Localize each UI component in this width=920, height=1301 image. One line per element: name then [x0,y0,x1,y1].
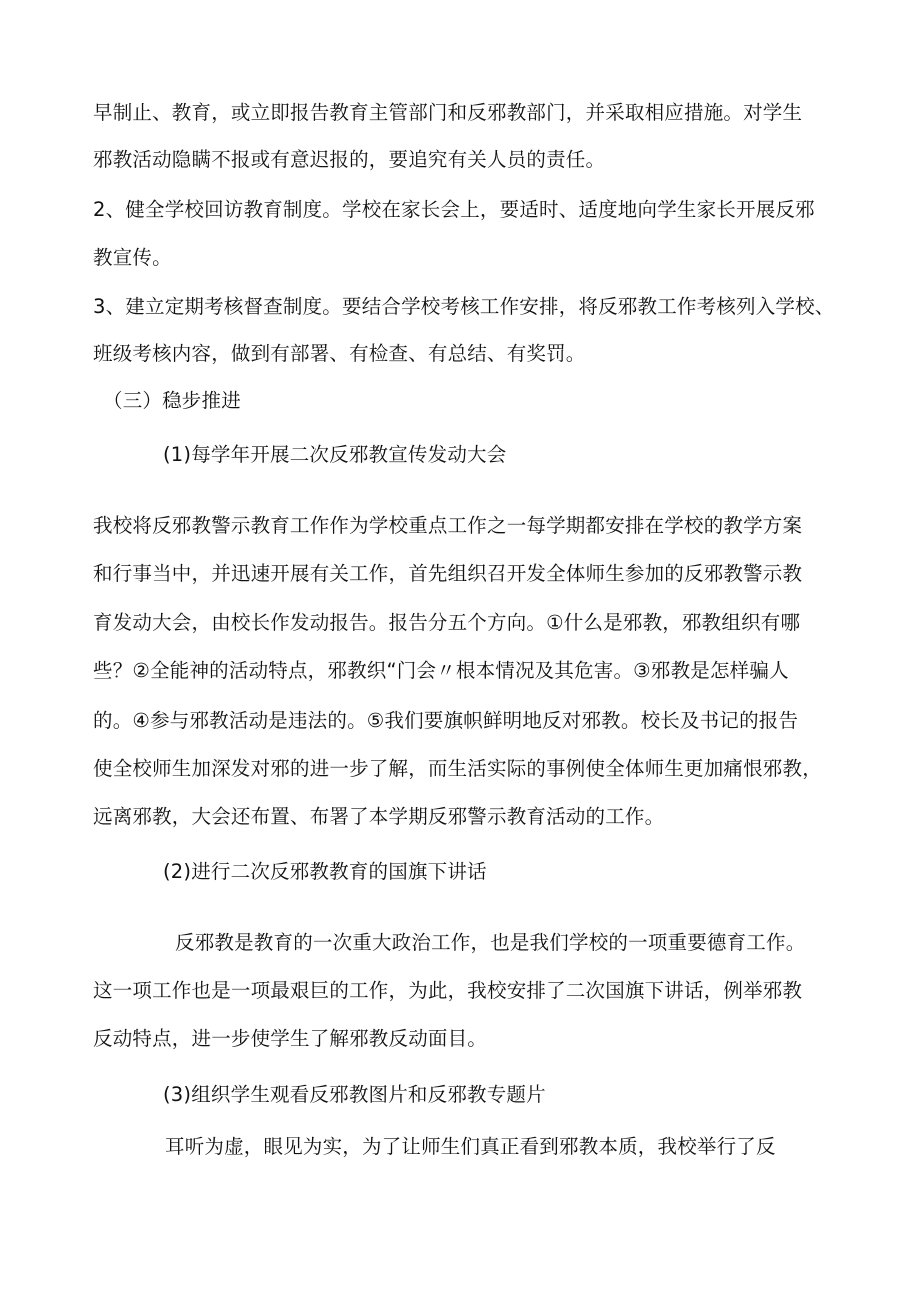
text-line: 这一项工作也是一项最艰巨的工作，为此，我校安排了二次国旗下讲话，例举邪教 [93,979,803,1002]
text-line: 些？②全能神的活动特点，邪教织“门会〃根本情况及其危害。③邪教是怎样骗人 [93,659,789,682]
text-line: 和行事当中，并迅速开展有关工作，首先组织召开发全体师生参加的反邪教警示教 [93,562,803,585]
subsection-heading: (2)进行二次反邪教教育的国旗下讲话 [163,860,487,883]
text-line: 使全校师生加深发对邪的进一步了解，而生活实际的事例使全体师生更加痛恨邪教， [93,757,822,780]
text-line: 的。④参与邪教活动是违法的。⑤我们要旗帜鲜明地反对邪教。校长及书记的报告 [93,709,799,732]
subsection-heading: (3)组织学生观看反邪教图片和反邪教专题片 [163,1083,546,1106]
list-item: 2、健全学校回访教育制度。学校在家长会上，要适时、适度地向学生家长开展反邪 [93,198,815,221]
text-line: 班级考核内容，做到有部署、有检查、有总结、有奖罚。 [93,342,586,365]
list-item: 3、建立定期考核督查制度。要结合学校考核工作安排，将反邪教工作考核列入学校、 [93,295,835,318]
text-line: 育发动大会，由校长作发动报告。报告分五个方向。①什么是邪教，邪教组织有哪 [93,611,801,634]
text-line: 耳听为虚，眼见为实，为了让师生们真正看到邪教本质，我校举行了反 [165,1135,776,1158]
section-heading: （三）稳步推进 [103,389,241,412]
text-line: 远离邪教，大会还布置、布署了本学期反邪警示教育活动的工作。 [93,805,665,828]
text-line: 反邪教是教育的一次重大政治工作，也是我们学校的一项重要德育工作。 [175,931,806,954]
text-line: 我校将反邪教警示教育工作作为学校重点工作之一每学期都安排在学校的教学方案 [93,514,803,537]
text-line: 反动特点，进一步使学生了解邪教反动面目。 [93,1027,488,1050]
text-line: 教宣传。 [93,246,172,269]
text-line: 邪教活动隐瞒不报或有意迟报的，要追究有关人员的责任。 [93,148,606,171]
text-line: 早制止、教育，或立即报告教育主管部门和反邪教部门，并采取相应措施。对学生 [93,101,803,124]
subsection-heading: (1)每学年开展二次反邪教宣传发动大会 [163,443,507,466]
